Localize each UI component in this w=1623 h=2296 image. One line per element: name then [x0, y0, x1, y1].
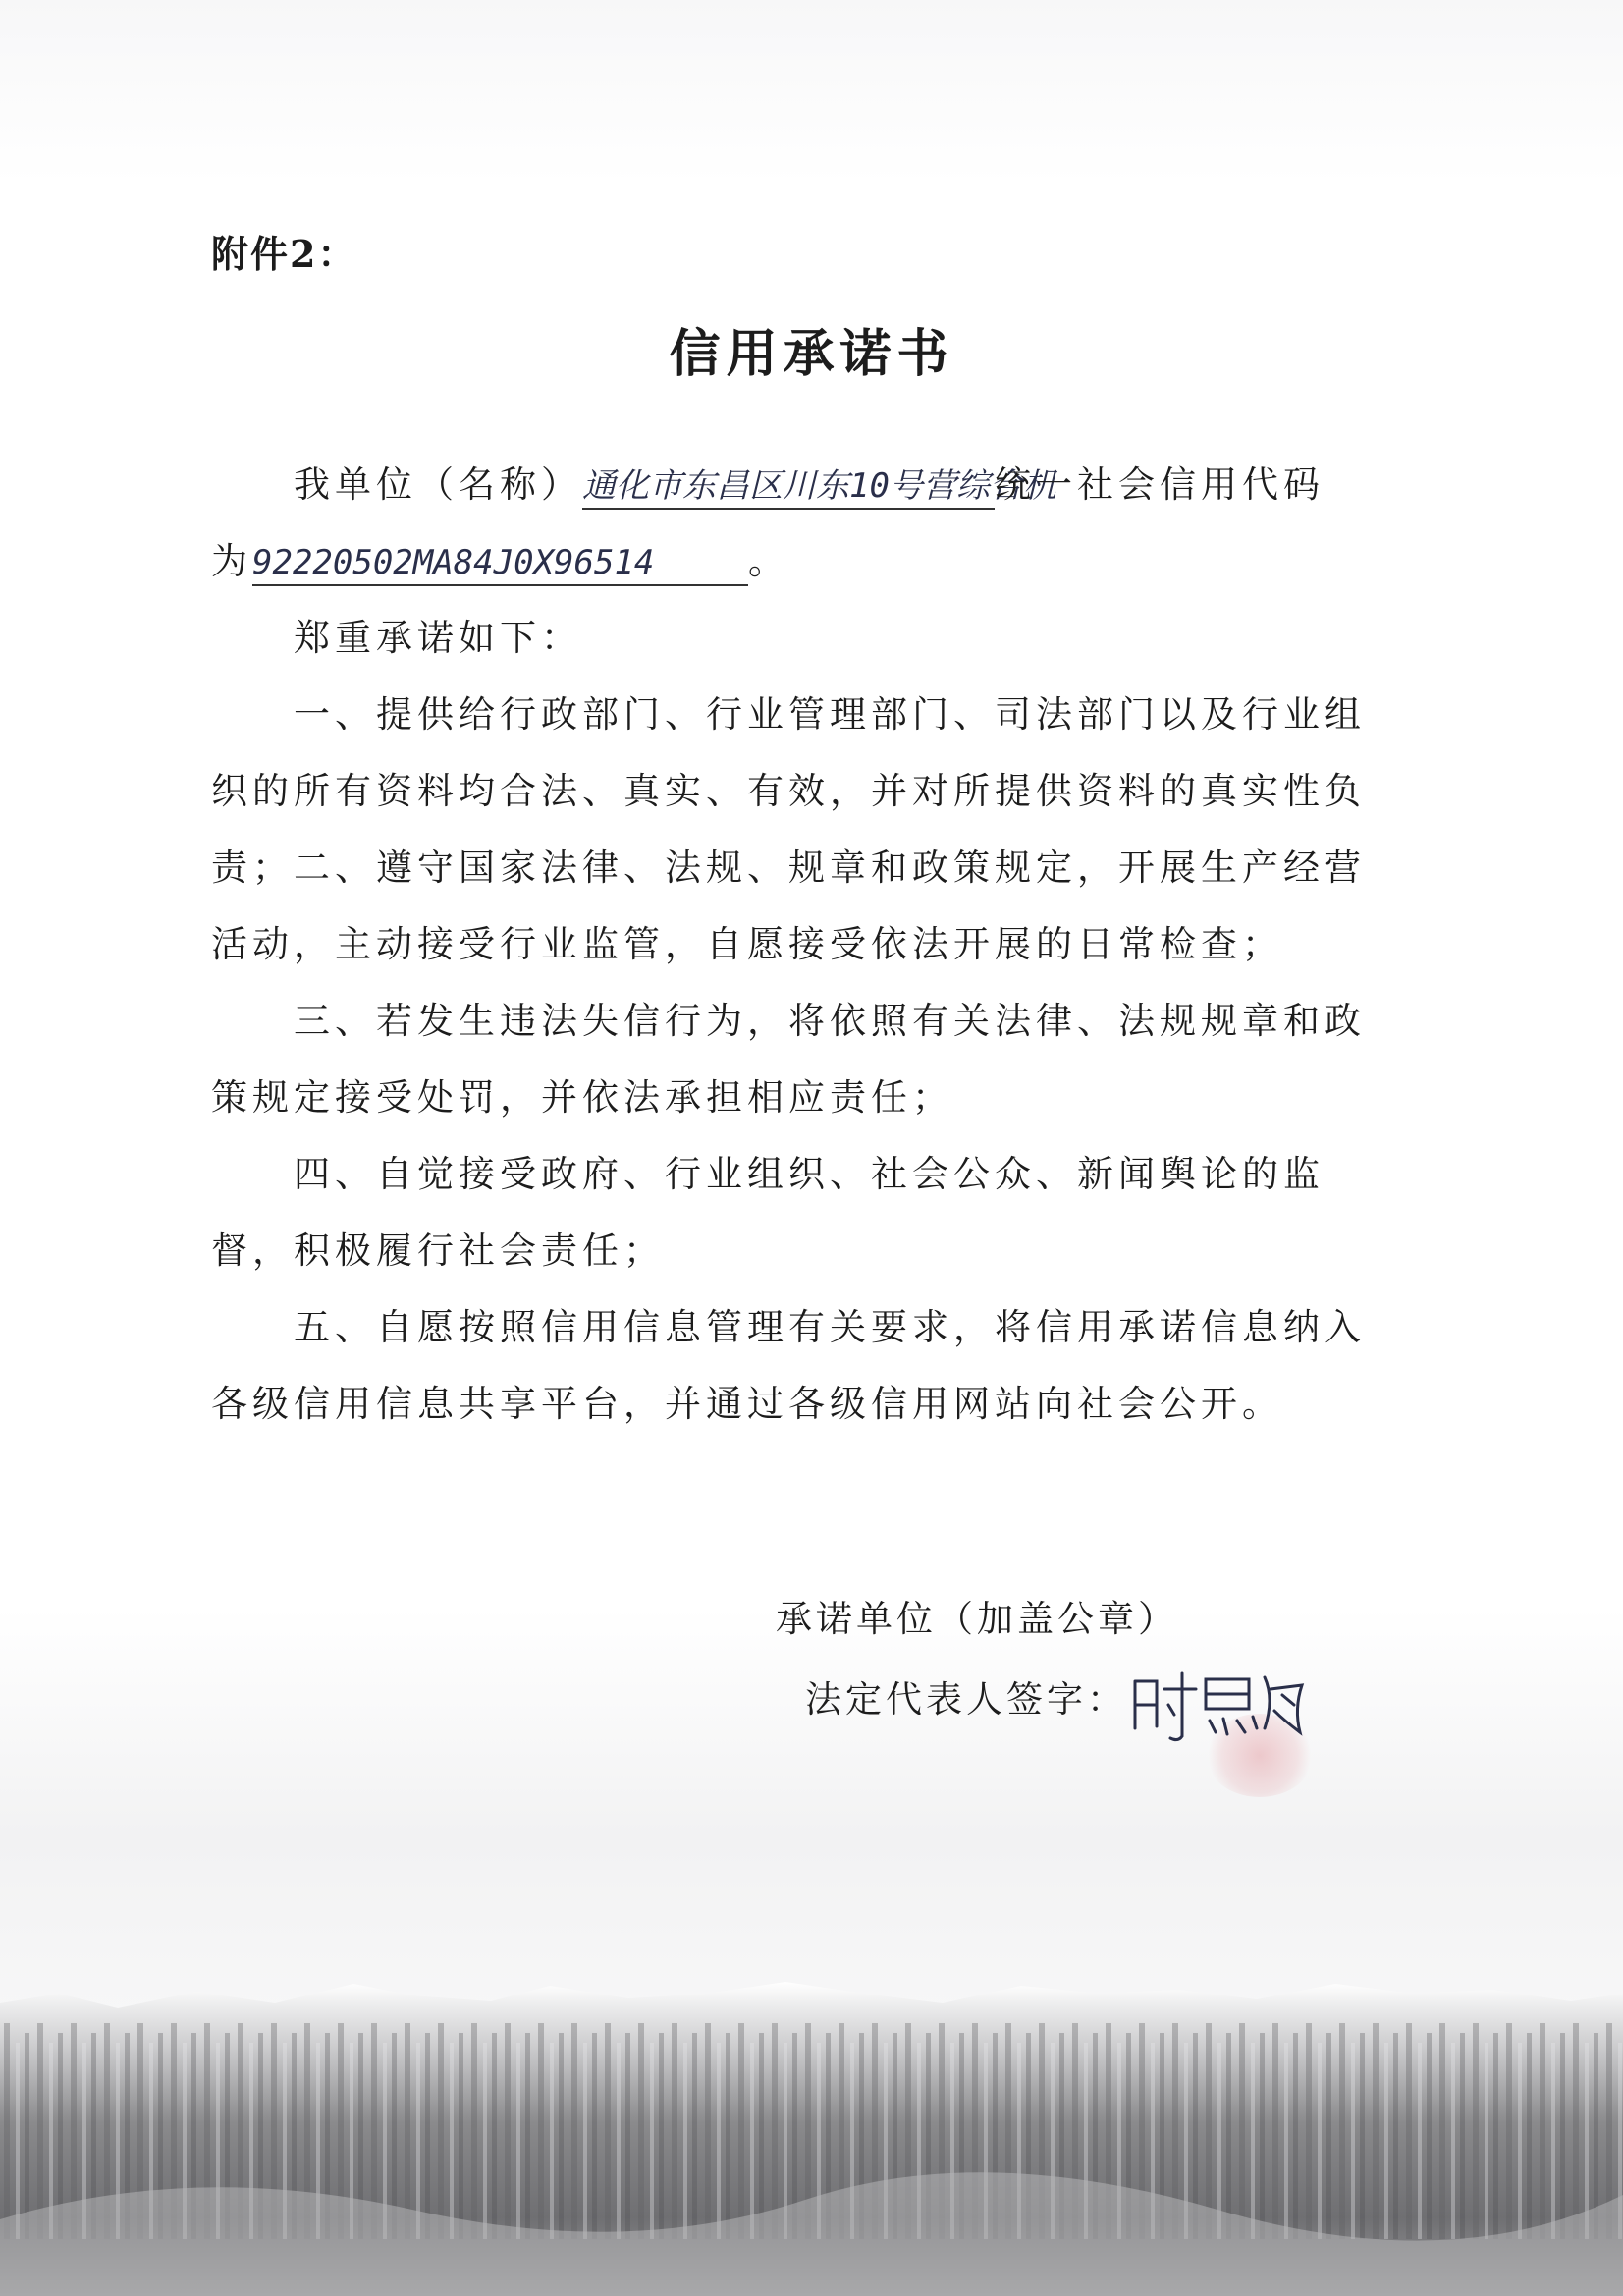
handwritten-unit-name: 通化市东昌区川东10号营综合机 [582, 465, 995, 510]
handwritten-credit-code: 92220502MA84J0X96514 [252, 541, 748, 586]
handwritten-signature [1127, 1660, 1314, 1748]
document-title: 信用承诺书 [669, 324, 954, 384]
intro-prefix: 我单位（名称） [294, 464, 582, 506]
clause-4: 四、自觉接受政府、行业组织、社会公众、新闻舆论的监督，积极履行社会责任； [211, 1153, 1325, 1272]
credit-code-line [211, 523, 1404, 600]
clause-3: 三、若发生违法失信行为，将依照有关法律、法规规章和政策规定接受处罚，并依法承担相应责任； [211, 1000, 1366, 1119]
clause-1: 一、提供给行政部门、行业管理部门、司法部门以及行业组织的所有资料均合法、真实、有效，并对所提供资料的真实性负责； [211, 693, 1366, 889]
clause-5: 五、自愿按照信用信息管理有关要求，将信用承诺信息纳入各级信用信息共享平台，并通过各级信用网站向社会公开。 [211, 1306, 1366, 1425]
clause-2: 二、遵守国家法律、法规、规章和政策规定，开展生产经营活动，主动接受行业监管，自愿接受依法开展的日常检查； [211, 847, 1366, 965]
pledge-lead: 郑重承诺如下： [294, 617, 582, 659]
code-end: 。 [748, 540, 789, 582]
printed-background-band [0, 1964, 1623, 2296]
attachment-label: 附件2： [211, 232, 357, 276]
code-prefix: 为 [211, 540, 252, 582]
signature-label: 法定代表人签字： [805, 1678, 1127, 1721]
unit-seal-label: 承诺单位（加盖公章） [776, 1598, 1178, 1640]
intro-middle: 统一社会信用代码 [995, 464, 1325, 506]
intro-paragraph [211, 447, 1404, 523]
